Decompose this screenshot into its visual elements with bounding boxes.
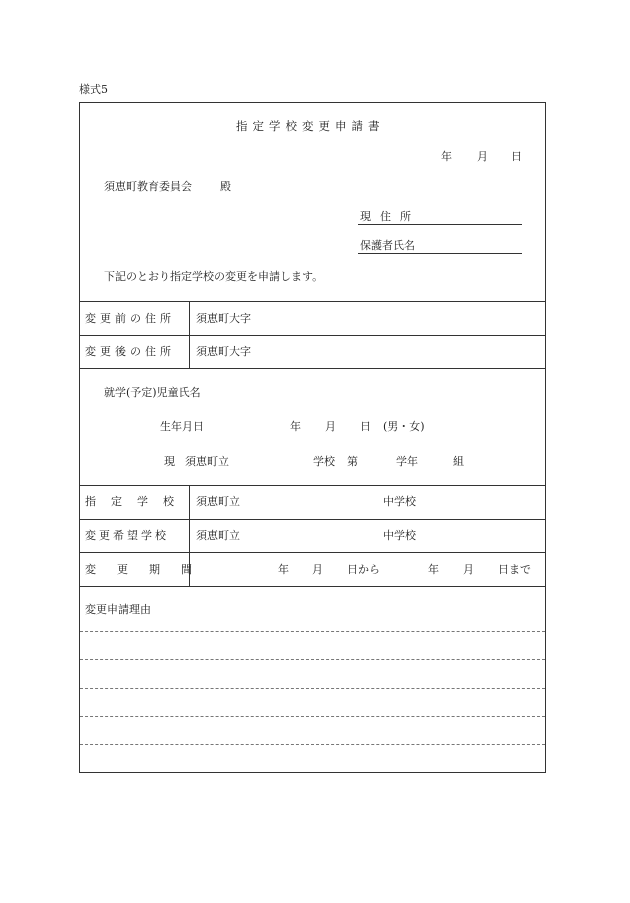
guardian-label: 保護者氏名 — [360, 239, 415, 252]
date-day: 日 — [511, 150, 522, 163]
before-address-label: 変更前の住所 — [85, 312, 175, 325]
addressee-honorific: 殿 — [220, 180, 231, 193]
child-name-label: 就学(予定)児童氏名 — [104, 386, 201, 399]
divider — [79, 301, 546, 302]
designated-school-town: 須恵町立 — [196, 495, 240, 508]
after-address-value: 須恵町大字 — [196, 345, 251, 358]
column-divider — [189, 301, 190, 368]
reason-label: 変更申請理由 — [85, 603, 151, 616]
period-label: 変更期間 — [85, 563, 213, 576]
grade-prefix: 第 — [347, 455, 358, 468]
divider — [79, 485, 546, 486]
birth-label: 生年月日 — [160, 420, 204, 433]
application-form — [79, 102, 546, 773]
reason-line — [80, 631, 545, 632]
divider — [79, 519, 546, 520]
current-school: 学校 — [313, 455, 335, 468]
date-year: 年 — [441, 150, 452, 163]
before-address-value: 須恵町大字 — [196, 312, 251, 325]
birth-day: 日 — [360, 420, 371, 433]
desired-school-label: 変更希望学校 — [85, 529, 169, 542]
current-label: 現 — [164, 455, 175, 468]
period-month-until: 月 — [463, 563, 474, 576]
birth-month: 月 — [325, 420, 336, 433]
desired-school-town: 須恵町立 — [196, 529, 240, 542]
divider — [79, 335, 546, 336]
grade: 学年 — [396, 455, 418, 468]
intro-text: 下記のとおり指定学校の変更を申請します。 — [104, 270, 324, 283]
class: 組 — [453, 455, 464, 468]
current-town: 須恵町立 — [185, 455, 229, 468]
form-number: 様式5 — [79, 83, 108, 96]
date-month: 月 — [477, 150, 488, 163]
form-title: 指定学校変更申請書 — [236, 119, 385, 133]
desired-school-name: 中学校 — [383, 529, 416, 542]
period-until: 日まで — [498, 563, 531, 576]
address-label: 現住所 — [360, 210, 420, 223]
period-from: 日から — [347, 563, 380, 576]
divider — [79, 368, 546, 369]
guardian-underline — [358, 253, 522, 254]
after-address-label: 変更後の住所 — [85, 345, 175, 358]
reason-line — [80, 659, 545, 660]
gender: (男・女) — [383, 420, 425, 433]
divider — [79, 586, 546, 587]
address-underline — [358, 224, 522, 225]
addressee-name: 須恵町教育委員会 — [104, 180, 192, 193]
period-year-from: 年 — [278, 563, 289, 576]
designated-school-label: 指定学校 — [85, 495, 189, 508]
designated-school-name: 中学校 — [383, 495, 416, 508]
reason-line — [80, 688, 545, 689]
reason-line — [80, 716, 545, 717]
birth-year: 年 — [290, 420, 301, 433]
period-year-until: 年 — [428, 563, 439, 576]
divider — [79, 552, 546, 553]
period-month-from: 月 — [312, 563, 323, 576]
reason-line — [80, 744, 545, 745]
